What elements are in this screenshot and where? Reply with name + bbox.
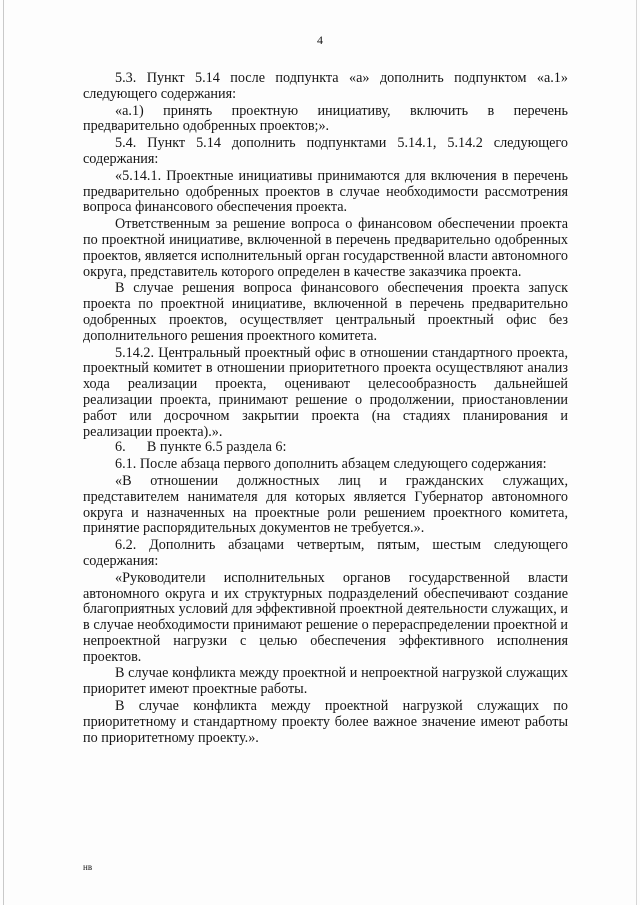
paragraph-launch: В случае решения вопроса финансового обеспечения проекта запуск проекта по проектной инициативе, включенной в перечень предварительно одобренных проектов, осуществляет центральный проектный офис без дополнительного решения проектного комитета. bbox=[83, 280, 568, 344]
footer-mark: нв bbox=[83, 862, 93, 872]
paragraph-officials: «В отношении должностных лиц и гражданских служащих, представителем нанимателя для которых является Губернатор автономного округа и назначенных на проектные роли решением проектного комитета, принятие распорядительных документов не требуется.». bbox=[83, 472, 568, 537]
paragraph-responsible: Ответственным за решение вопроса о финансовом обеспечении проекта по проектной инициативе, включенной в перечень предварительно одобренных проектов, является исполнительный орган государственной власти автономного округа, представитель которого определен в качестве заказчика проекта. bbox=[83, 216, 568, 280]
paragraph-6-2: 6.2. Дополнить абзацами четвертым, пятым, шестым следующего содержания: bbox=[83, 537, 568, 569]
paragraph-5-4: 5.4. Пункт 5.14 дополнить подпунктами 5.14.1, 5.14.2 следующего содержания: bbox=[83, 135, 568, 167]
page-edge-left bbox=[3, 0, 4, 905]
paragraph-6: 6. В пункте 6.5 раздела 6: bbox=[115, 439, 287, 456]
paragraph-6-1: 6.1. После абзаца первого дополнить абзацем следующего содержания: bbox=[115, 456, 547, 473]
paragraph-heads: «Руководители исполнительных органов государственной власти автономного округа и их структурных подразделений обеспечивают создание благоприятных условий для эффективной проектной деятельности служащих, и в случае необходимости принимают решение о перераспределении проектной и непроектной нагрузки с целью обеспечения эффективного исполнения проектов. bbox=[83, 569, 568, 665]
paragraph-5-14-2: 5.14.2. Центральный проектный офис в отношении стандартного проекта, проектный комитет в отношении приоритетного проекта осуществляют анализ хода реализации проекта, оценивают целесообразность дальнейшей реализации проекта, принимают решение о продолжении, приостановлении работ или досрочном закрытии проекта (на стадиях планирования и реализации проекта).». bbox=[83, 344, 568, 440]
paragraph-5-14-1: «5.14.1. Проектные инициативы принимаются для включения в перечень предварительно одобренных проектов в случае необходимости рассмотрения вопроса финансового обеспечения проекта. bbox=[83, 167, 568, 216]
paragraph-conflict-1: В случае конфликта между проектной и непроектной нагрузкой служащих приоритет имеют проектные работы. bbox=[83, 665, 568, 698]
paragraph-5-3: 5.3. Пункт 5.14 после подпункта «а» дополнить подпунктом «а.1» следующего содержания: bbox=[83, 70, 568, 102]
paragraph-conflict-2: В случае конфликта между проектной нагрузкой служащих по приоритетному и стандартному проекту более важное значение имеют работы по приоритетному проекту.». bbox=[83, 698, 568, 746]
paragraph-a1: «а.1) принять проектную инициативу, включить в перечень предварительно одобренных проектов;». bbox=[83, 102, 568, 135]
page-edge-right bbox=[636, 0, 637, 905]
document-body bbox=[83, 71, 568, 746]
page-number: 4 bbox=[317, 33, 323, 47]
